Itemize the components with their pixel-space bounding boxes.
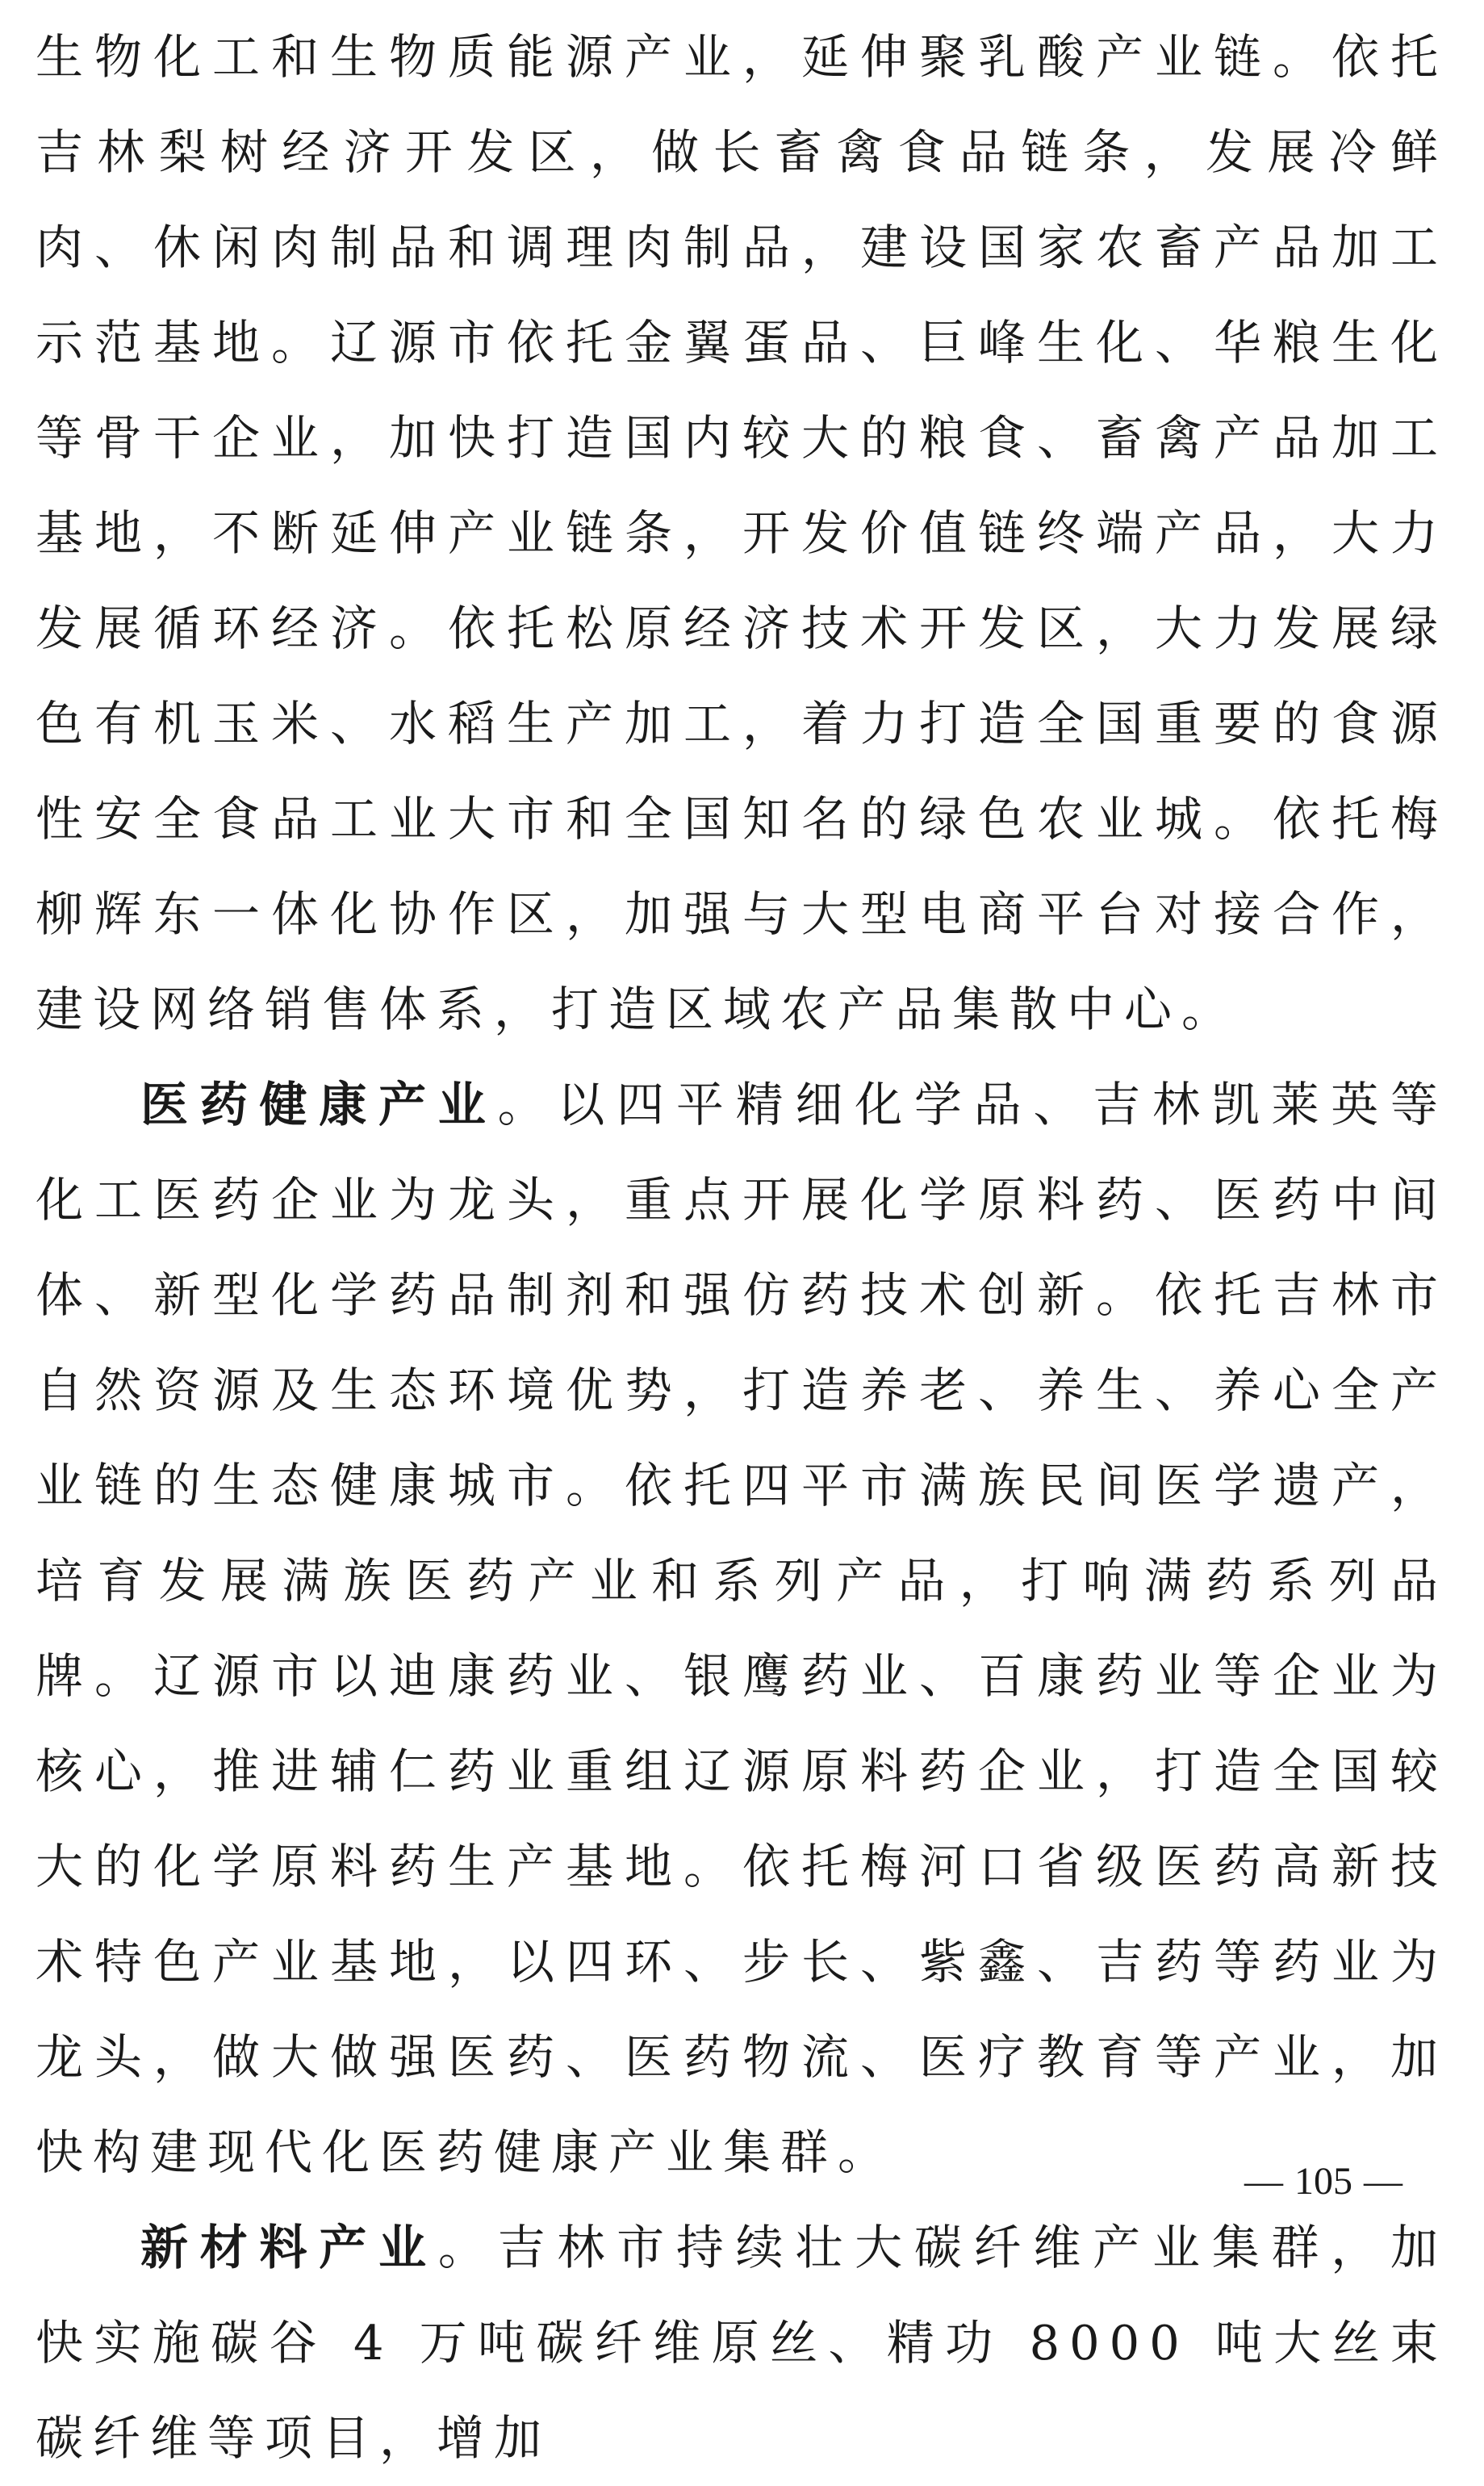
paragraph-3-text: 。吉林市持续壮大碳纤维产业集群，加快实施碳谷 4 万吨碳纤维原丝、精功 8000 吨大丝束碳纤维等项目，增加	[36, 2220, 1448, 2466]
paragraph-2-lead: 医药健康产业	[140, 1077, 498, 1132]
page-footer	[1194, 2157, 1453, 2205]
paragraph-1-text: 生物化工和生物质能源产业，延伸聚乳酸产业链。依托吉林梨树经济开发区，做长畜禽食品链条，发展冷鲜肉、休闲肉制品和调理肉制品，建设国家农畜产品加工示范基地。辽源市依托金翼蛋品、巨峰生化、华粮生化等骨干企业，加快打造国内较大的粮食、畜禽产品加工基地，不断延伸产业链条，开发价值链终端产品，大力发展循环经济。依托松原经济技术开发区，大力发展绿色有机玉米、水稻生产加工，着力打造全国重要的食源性安全食品工业大市和全国知名的绿色农业城。依托梅柳辉东一体化协作区，加强与大型电商平台对接合作，建设网络销售体系，打造区域农产品集散中心。	[36, 29, 1448, 1037]
document-body	[36, 10, 1448, 2486]
paragraph-1	[36, 10, 1448, 1057]
page-number: 105	[1294, 2159, 1352, 2203]
paragraph-3	[36, 2200, 1448, 2486]
footer-dash-left: —	[1244, 2159, 1283, 2203]
paragraph-3-lead: 新材料产业	[140, 2220, 438, 2275]
footer-dash-right: —	[1364, 2159, 1402, 2203]
paragraph-2-text: 。以四平精细化学品、吉林凯莱英等化工医药企业为龙头，重点开展化学原料药、医药中间体、新型化学药品制剂和强仿药技术创新。依托吉林市自然资源及生态环境优势，打造养老、养生、养心全产业链的生态健康城市。依托四平市满族民间医学遗产，培育发展满族医药产业和系列产品，打响满药系列品牌。辽源市以迪康药业、银鹰药业、百康药业等企业为核心，推进辅仁药业重组辽源原料药企业，打造全国较大的化学原料药生产基地。依托梅河口省级医药高新技术特色产业基地，以四环、步长、紫鑫、吉药等药业为龙头，做大做强医药、医药物流、医疗教育等产业，加快构建现代化医药健康产业集群。	[36, 1077, 1448, 2180]
paragraph-2	[36, 1057, 1448, 2200]
